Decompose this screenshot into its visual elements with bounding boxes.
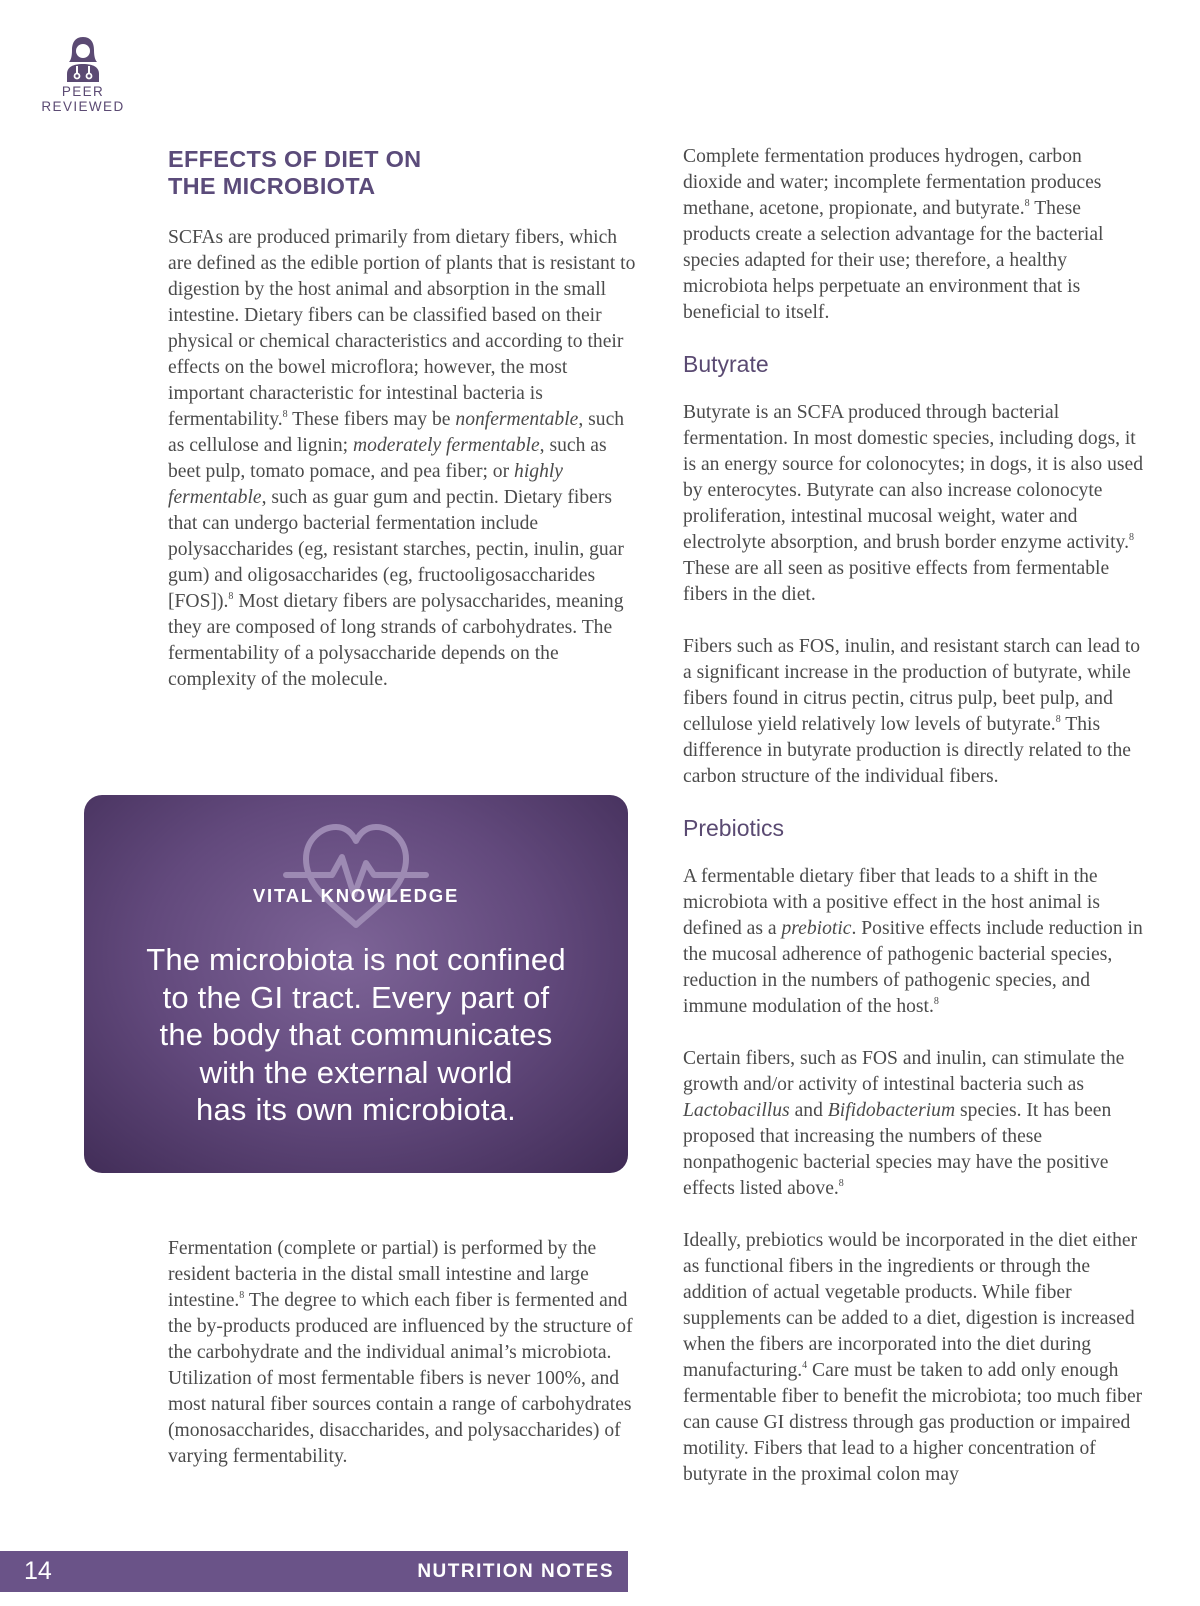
peer-reviewed-badge (40, 34, 126, 114)
body-paragraph: Complete fermentation produces hydrogen, carbon dioxide and water; incomplete fermentation produces methane, acetone, propionate, and butyrate.$^8$ These products create a selection advantage for the bacterial species adapted for their use; therefore, a healthy microbiota helps perpetuate an environment that is beneficial to itself. (683, 146, 1104, 323)
butyrate-heading: Butyrate (683, 351, 769, 377)
body-paragraph: Fibers such as FOS, inulin, and resistant starch can lead to a significant increase in the production of butyrate, while fibers found in citrus pectin, citrus pulp, beet pulp, and cellulose yield relatively low levels of butyrate.$^8$ This difference in butyrate production is directly related to the carbon structure of the individual fibers. (683, 636, 1141, 787)
body-paragraph: A fermentable dietary fiber that leads to a shift in the microbiota with a positive effect in the host animal is defined as a prebiotic. Positive effects include reduction in the mucosal adherence of pathogenic bacterial species, reduction in the numbers of pathogenic species, and immune modulation of the host.$^8$ (683, 866, 1143, 1017)
quote-line: The microbiota is not confined (146, 942, 566, 977)
quote-line: with the external world (199, 1054, 513, 1090)
section-heading (168, 146, 638, 200)
badge-line-1: PEER (61, 84, 105, 99)
prebiotics-heading: Prebiotics (683, 815, 784, 841)
callout-quote (104, 941, 608, 1129)
callout-label: VITAL KNOWLEDGE (252, 885, 460, 906)
doctor-icon (63, 34, 103, 84)
vital-knowledge-callout (84, 795, 628, 1173)
heading-line-2: THE MICROBIOTA (168, 173, 376, 199)
quote-line: to the GI tract. Every part of (162, 979, 550, 1015)
heartbeat-icon (280, 817, 432, 933)
right-column (683, 144, 1143, 1488)
quote-line: the body that communicates (159, 1017, 553, 1052)
body-paragraph: Fermentation (complete or partial) is performed by the resident bacteria in the distal small intestine and large intestine.$^8$ The degree to which each fiber is fermented and the by-products produced are influenced by the structure of the carbohydrate and the individual animal’s microbiota. Utilization of most fermentable fibers is never 100%, and most natural fiber sources contain a range of carbohydrates (monosaccharides, disaccharides, and polysaccharides) of varying fermentability. (168, 1238, 633, 1467)
heading-line-1: EFFECTS OF DIET ON (168, 146, 422, 172)
badge-line-2: REVIEWED (41, 99, 125, 114)
quote-line: has its own microbiota. (196, 1092, 516, 1127)
page-footer (0, 1551, 628, 1592)
body-paragraph: SCFAs are produced primarily from dietary fibers, which are defined as the edible portion of plants that is resistant to digestion by the host animal and absorption in the small intestine. Dietary fibers can be classified based on their physical or chemical characteristics and according to their effects on the bowel microflora; however, the most important characteristic for intestinal bacteria is fermentability.$^8$ These fibers may be nonfermentable, such as cellulose and lignin; moderately fermentable, such as beet pulp, tomato pomace, and pea fiber; or highly fermentable, such as guar gum and pectin. Dietary fibers that can undergo bacterial fermentation include polysaccharides (eg, resistant starches, pectin, inulin, guar gum) and oligosaccharides (eg, fructooligosaccharides [FOS]).$^8$ Most dietary fibers are polysaccharides, meaning they are composed of long strands of carbohydrates. The fermentability of a polysaccharide depends on the complexity of the molecule. (168, 227, 636, 690)
left-column-bottom (168, 1236, 638, 1470)
body-paragraph: Butyrate is an SCFA produced through bacterial fermentation. In most domestic species, including dogs, it is an energy source for colonocytes; in dogs, it is also used by enterocytes. Butyrate can also increase colonocyte proliferation, intestinal mucosal weight, water and electrolyte absorption, and brush border enzyme activity.$^8$ These are all seen as positive effects from fermentable fibers in the diet. (683, 402, 1144, 605)
body-paragraph: Certain fibers, such as FOS and inulin, can stimulate the growth and/or activity of intestinal bacteria such as Lactobacillus and Bifidobacterium species. It has been proposed that increasing the numbers of these nonpathogenic bacterial species may have the positive effects listed above.$^8$ (683, 1048, 1125, 1199)
publication-title: NUTRITION NOTES (417, 1561, 614, 1582)
left-column-top (168, 146, 638, 693)
body-paragraph: Ideally, prebiotics would be incorporated in the diet either as functional fibers in the ingredients or through the addition of actual vegetable products. While fiber supplements can be added to a diet, digestion is increased when the fibers are incorporated into the diet during manufacturing.$^4$ Care must be taken to add only enough fermentable fiber to benefit the microbiota; too much fiber can cause GI distress through gas production or impaired motility. Fibers that lead to a higher concentration of butyrate in the proximal colon may (683, 1230, 1143, 1485)
page-number: 14 (24, 1557, 52, 1585)
